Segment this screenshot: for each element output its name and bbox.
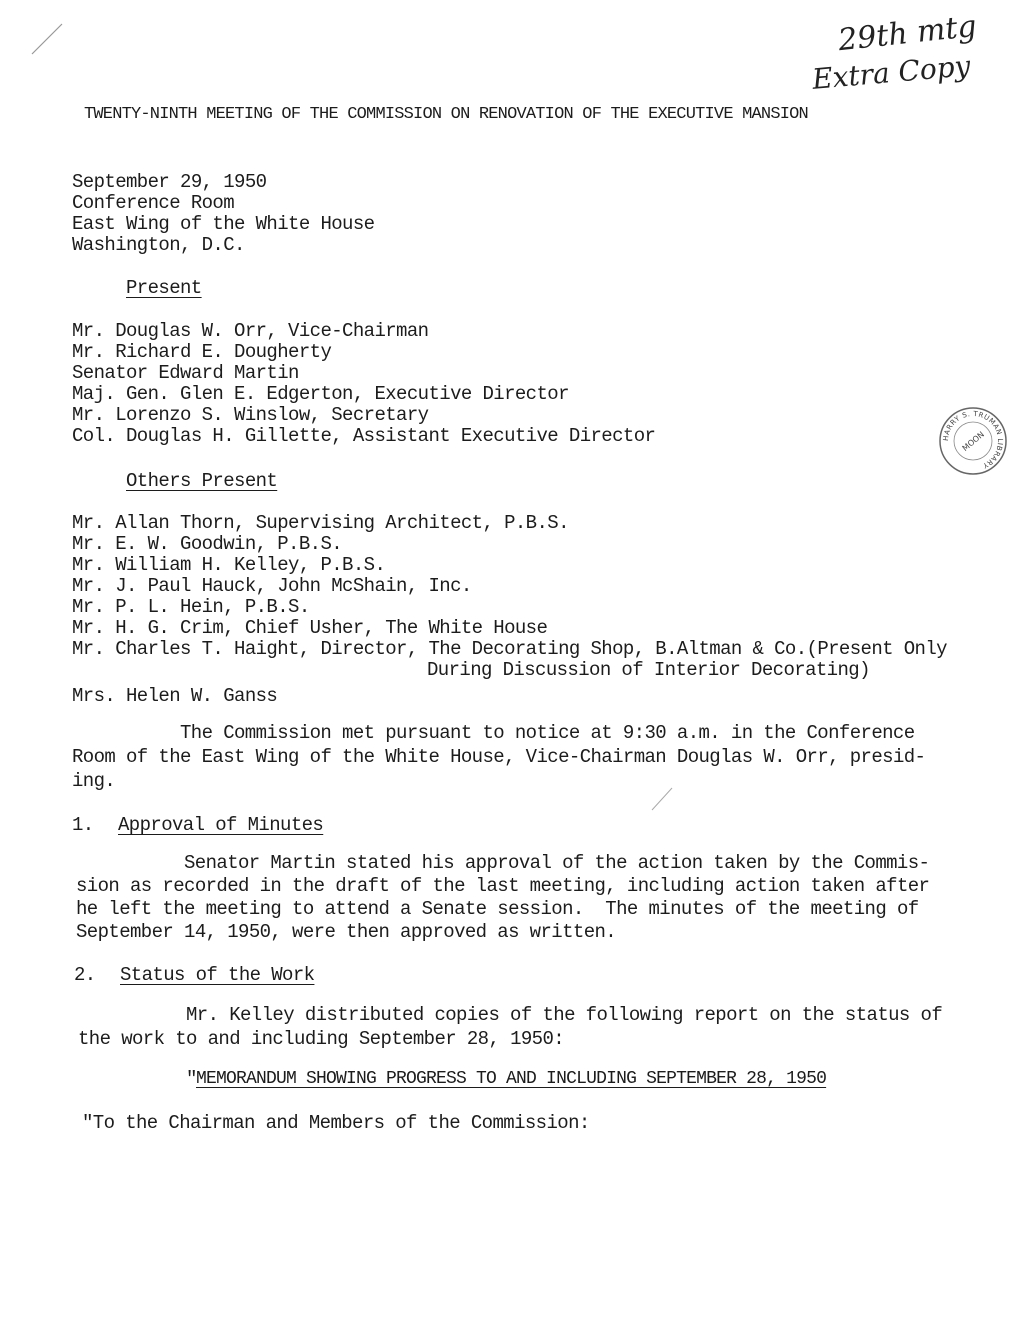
section-heading: Approval of Minutes bbox=[118, 814, 324, 836]
section-line: Mr. Kelley distributed copies of the following report on the status of bbox=[186, 1004, 943, 1026]
others-name: Mr. P. L. Hein, P.B.S. bbox=[72, 596, 310, 618]
present-name: Maj. Gen. Glen E. Edgerton, Executive Director bbox=[72, 383, 569, 405]
present-name: Mr. Lorenzo S. Winslow, Secretary bbox=[72, 404, 429, 426]
present-name: Mr. Douglas W. Orr, Vice-Chairman bbox=[72, 320, 429, 342]
memo-quote: " bbox=[186, 1068, 197, 1090]
others-heading: Others Present bbox=[126, 470, 278, 492]
present-name: Col. Douglas H. Gillette, Assistant Executive Director bbox=[72, 425, 656, 447]
present-name: Mr. Richard E. Dougherty bbox=[72, 341, 332, 363]
others-name-continuation: During Discussion of Interior Decorating) bbox=[427, 659, 870, 681]
pen-mark bbox=[28, 18, 68, 58]
section-line: the work to and including September 28, 1950: bbox=[78, 1028, 565, 1050]
section-line: Senator Martin stated his approval of the action taken by the Commis- bbox=[184, 852, 930, 874]
handwritten-copy-note: Extra Copy bbox=[810, 49, 972, 96]
others-name: Mr. E. W. Goodwin, P.B.S. bbox=[72, 533, 343, 555]
section-number: 2. bbox=[74, 964, 96, 986]
library-stamp bbox=[938, 406, 1008, 476]
section-line: September 14, 1950, were then approved as written. bbox=[76, 921, 617, 943]
memo-heading: MEMORANDUM SHOWING PROGRESS TO AND INCLUDING SEPTEMBER 28, 1950 bbox=[196, 1069, 827, 1089]
stamp-text: HARRY S. TRUMAN LIBRARY bbox=[941, 409, 1005, 470]
handwritten-meeting-note: 29th mtg bbox=[836, 8, 979, 59]
others-name: Mr. Allan Thorn, Supervising Architect, P.B.S. bbox=[72, 512, 569, 534]
section-line: sion as recorded in the draft of the last meeting, including action taken after bbox=[76, 875, 930, 897]
meeting-city: Washington, D.C. bbox=[72, 234, 245, 256]
present-heading: Present bbox=[126, 277, 202, 299]
others-name: Mr. Charles T. Haight, Director, The Decorating Shop, B.Altman & Co.(Present Only bbox=[72, 638, 947, 660]
section-line: he left the meeting to attend a Senate session. The minutes of the meeting of bbox=[76, 898, 919, 920]
meeting-wing: East Wing of the White House bbox=[72, 213, 375, 235]
stamp-center-text: MOON bbox=[960, 429, 986, 454]
intro-line: Room of the East Wing of the White House, Vice-Chairman Douglas W. Orr, presid- bbox=[72, 746, 926, 768]
memo-salutation: "To the Chairman and Members of the Commission: bbox=[82, 1112, 590, 1134]
present-name: Senator Edward Martin bbox=[72, 362, 299, 384]
document-title: TWENTY-NINTH MEETING OF THE COMMISSION ON RENOVATION OF THE EXECUTIVE MANSION bbox=[84, 105, 808, 124]
others-name: Mrs. Helen W. Ganss bbox=[72, 685, 278, 707]
others-name: Mr. H. G. Crim, Chief Usher, The White House bbox=[72, 617, 548, 639]
section-number: 1. bbox=[72, 814, 94, 836]
others-name: Mr. William H. Kelley, P.B.S. bbox=[72, 554, 386, 576]
meeting-room: Conference Room bbox=[72, 192, 235, 214]
others-name: Mr. J. Paul Hauck, John McShain, Inc. bbox=[72, 575, 472, 597]
pen-mark bbox=[648, 784, 678, 814]
intro-line: The Commission met pursuant to notice at 9:30 a.m. in the Conference bbox=[180, 722, 915, 744]
section-heading: Status of the Work bbox=[120, 964, 315, 986]
intro-line: ing. bbox=[72, 770, 116, 792]
meeting-date: September 29, 1950 bbox=[72, 171, 267, 193]
